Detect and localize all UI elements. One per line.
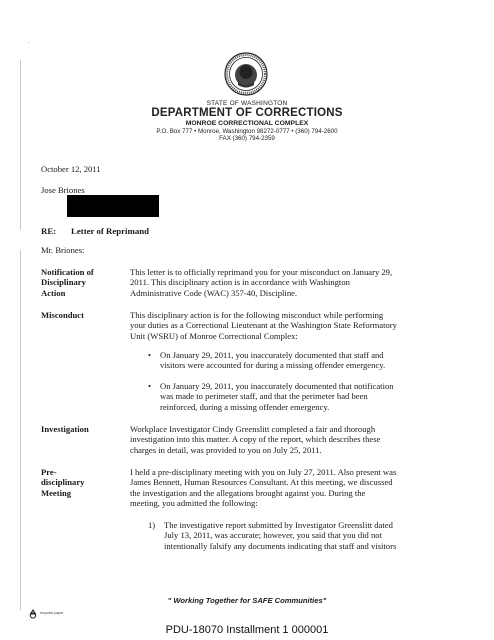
text-line: visitors were accounted for during a missing offender emergency. xyxy=(160,360,386,371)
recycle-icon xyxy=(28,609,38,619)
text-line: intentionally falsify any documents indicating that staff and visitors xyxy=(164,540,397,551)
heading-line: Disciplinary xyxy=(41,277,86,288)
investigation-paragraph xyxy=(130,424,460,455)
heading-line: Meeting xyxy=(41,487,72,498)
text-line: I held a pre-disciplinary meeting with you on July 27, 2011. Also present was xyxy=(130,467,397,477)
notification-paragraph xyxy=(130,267,460,298)
bullet-text xyxy=(160,350,458,371)
text-line: On January 29, 2011, you inaccurately documented that notification xyxy=(160,381,394,391)
text-line: your duties as a Correctional Lieutenant at the Washington State Reformatory xyxy=(130,320,397,331)
misconduct-paragraph xyxy=(130,310,460,341)
text-line: The investigative report submitted by Investigator Greenslitt dated xyxy=(164,520,393,530)
bullet-text xyxy=(160,381,458,412)
numbered-item xyxy=(148,520,458,552)
text-line: investigation into this matter. A copy of the report, which describes these xyxy=(130,434,381,445)
text-line: Unit (WSRU) of Monroe Correctional Complex: xyxy=(130,330,298,341)
text-line: reinforced, during a missing offender emergency. xyxy=(160,401,330,412)
recipient-name: Jose Briones xyxy=(41,185,85,195)
text-line: charges in detail, was provided to you on July 25, 2011. xyxy=(130,444,322,455)
text-line: This letter is to officially reprimand you for your misconduct on January 29, xyxy=(130,267,393,277)
text-line: 2011. This disciplinary action is in accordance with Washington xyxy=(130,277,350,288)
letterhead-department: DEPARTMENT OF CORRECTIONS xyxy=(151,107,343,119)
item-text xyxy=(164,520,456,551)
text-line: On January 29, 2011, you inaccurately documented that staff and xyxy=(160,350,384,360)
subject-line: Letter of Reprimand xyxy=(71,226,150,236)
letterhead-fax: FAX (360) 794-2359 xyxy=(219,135,275,142)
recycled-paper-label: recycled paper xyxy=(40,611,64,615)
item-number: 1) xyxy=(148,520,156,530)
text-line: James Bennett, Human Resources Consultant. At this meeting, we discussed xyxy=(130,477,393,488)
text-line: Administrative Code (WAC) 357-40, Discipline. xyxy=(130,287,298,298)
letterhead-state: STATE OF WASHINGTON xyxy=(206,100,288,107)
washington-state-seal-icon xyxy=(224,52,268,96)
text-line: July 13, 2011, was accurate; however, you said that you did not xyxy=(164,530,382,541)
heading-line: Pre- xyxy=(41,467,57,477)
heading-line: Notification of xyxy=(41,267,94,277)
text-line: This disciplinary action is for the following misconduct while performing xyxy=(130,310,384,320)
misconduct-heading: Misconduct xyxy=(41,310,84,320)
scan-margin-line xyxy=(20,250,21,610)
heading-line: Action xyxy=(41,287,66,298)
letterhead-address: P.O. Box 777 • Monroe, Washington 98272-0777 • (360) 794-2600 xyxy=(156,128,338,135)
scan-speck: . xyxy=(28,38,30,45)
bullet-marker: • xyxy=(148,381,152,391)
text-line: the investigation and the allegations brought against you. During the xyxy=(130,487,366,498)
misconduct-bullet xyxy=(148,350,458,372)
letterhead-complex: MONROE CORRECTIONAL COMPLEX xyxy=(185,120,309,127)
text-line: was made to perimeter staff, and that the perimeter had been xyxy=(160,391,368,402)
salutation: Mr. Briones: xyxy=(41,245,85,255)
scan-margin-line xyxy=(20,60,21,230)
misconduct-bullet xyxy=(148,381,458,413)
text-line: Workplace Investigator Cindy Greenslitt completed a fair and thorough xyxy=(130,424,376,434)
text-line: meeting, you admitted the following: xyxy=(130,498,258,509)
pre-disciplinary-heading xyxy=(41,467,117,498)
re-label: RE: xyxy=(41,226,57,236)
notification-heading xyxy=(41,267,117,298)
bullet-marker: • xyxy=(148,350,152,360)
heading-line: disciplinary xyxy=(41,477,85,488)
pre-disciplinary-paragraph xyxy=(130,467,460,509)
letter-date: October 12, 2011 xyxy=(41,164,101,174)
document-id: PDU-18070 Installment 1 000001 xyxy=(165,624,329,636)
footer-motto: " Working Together for SAFE Communities" xyxy=(167,596,327,605)
investigation-heading: Investigation xyxy=(41,424,89,434)
redaction-block xyxy=(67,195,159,217)
